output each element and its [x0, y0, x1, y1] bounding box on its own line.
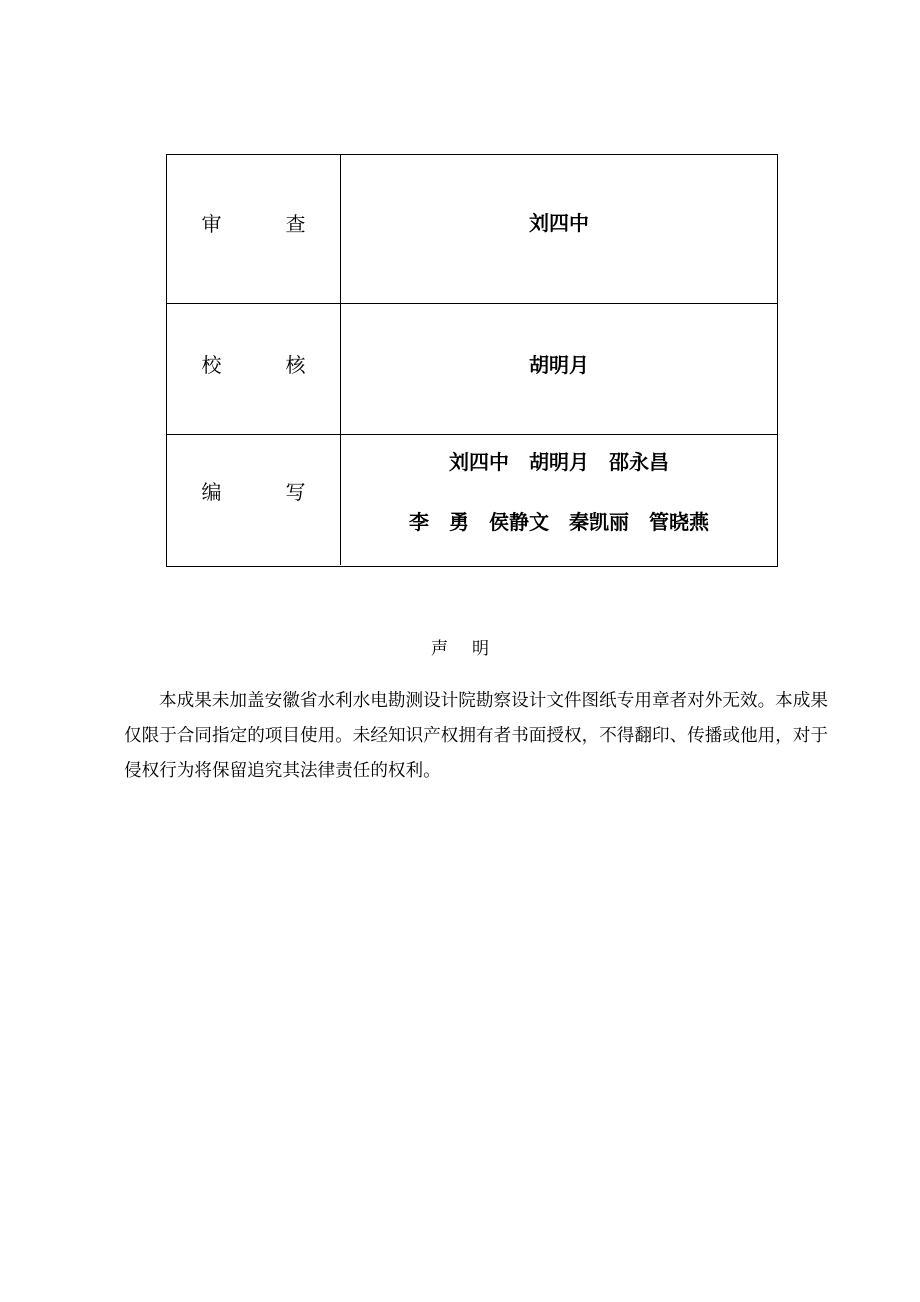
- reviewer-name-text: 刘四中: [529, 210, 589, 235]
- table-row-review: [167, 155, 777, 304]
- declaration-title: 声明: [431, 639, 513, 659]
- author-names-line-2: 李 勇 侯静文 秦凯丽 管晓燕: [409, 510, 709, 534]
- row-label-review: 审 查: [167, 155, 341, 303]
- declaration-body: 本成果未加盖安徽省水利水电勘测设计院勘察设计文件图纸专用章者对外无效。本成果仅限于合同指定的项目使用。未经知识产权拥有者书面授权，不得翻印、传播或他用，对于侵权行为将保留追究其法律责任的权利。: [124, 691, 828, 781]
- signoff-table: [166, 154, 778, 567]
- checker-name-text: 胡明月: [529, 352, 589, 377]
- table-row-authors: [167, 435, 777, 565]
- author-names-line-1: 刘四中 胡明月 邵永昌: [449, 450, 669, 474]
- row-label-authors: 编 写: [167, 435, 341, 565]
- table-row-check: [167, 304, 777, 435]
- row-label-check: 校 核: [167, 304, 341, 434]
- reviewer-name: [341, 155, 777, 303]
- checker-name: [341, 304, 777, 434]
- author-names: [341, 435, 777, 565]
